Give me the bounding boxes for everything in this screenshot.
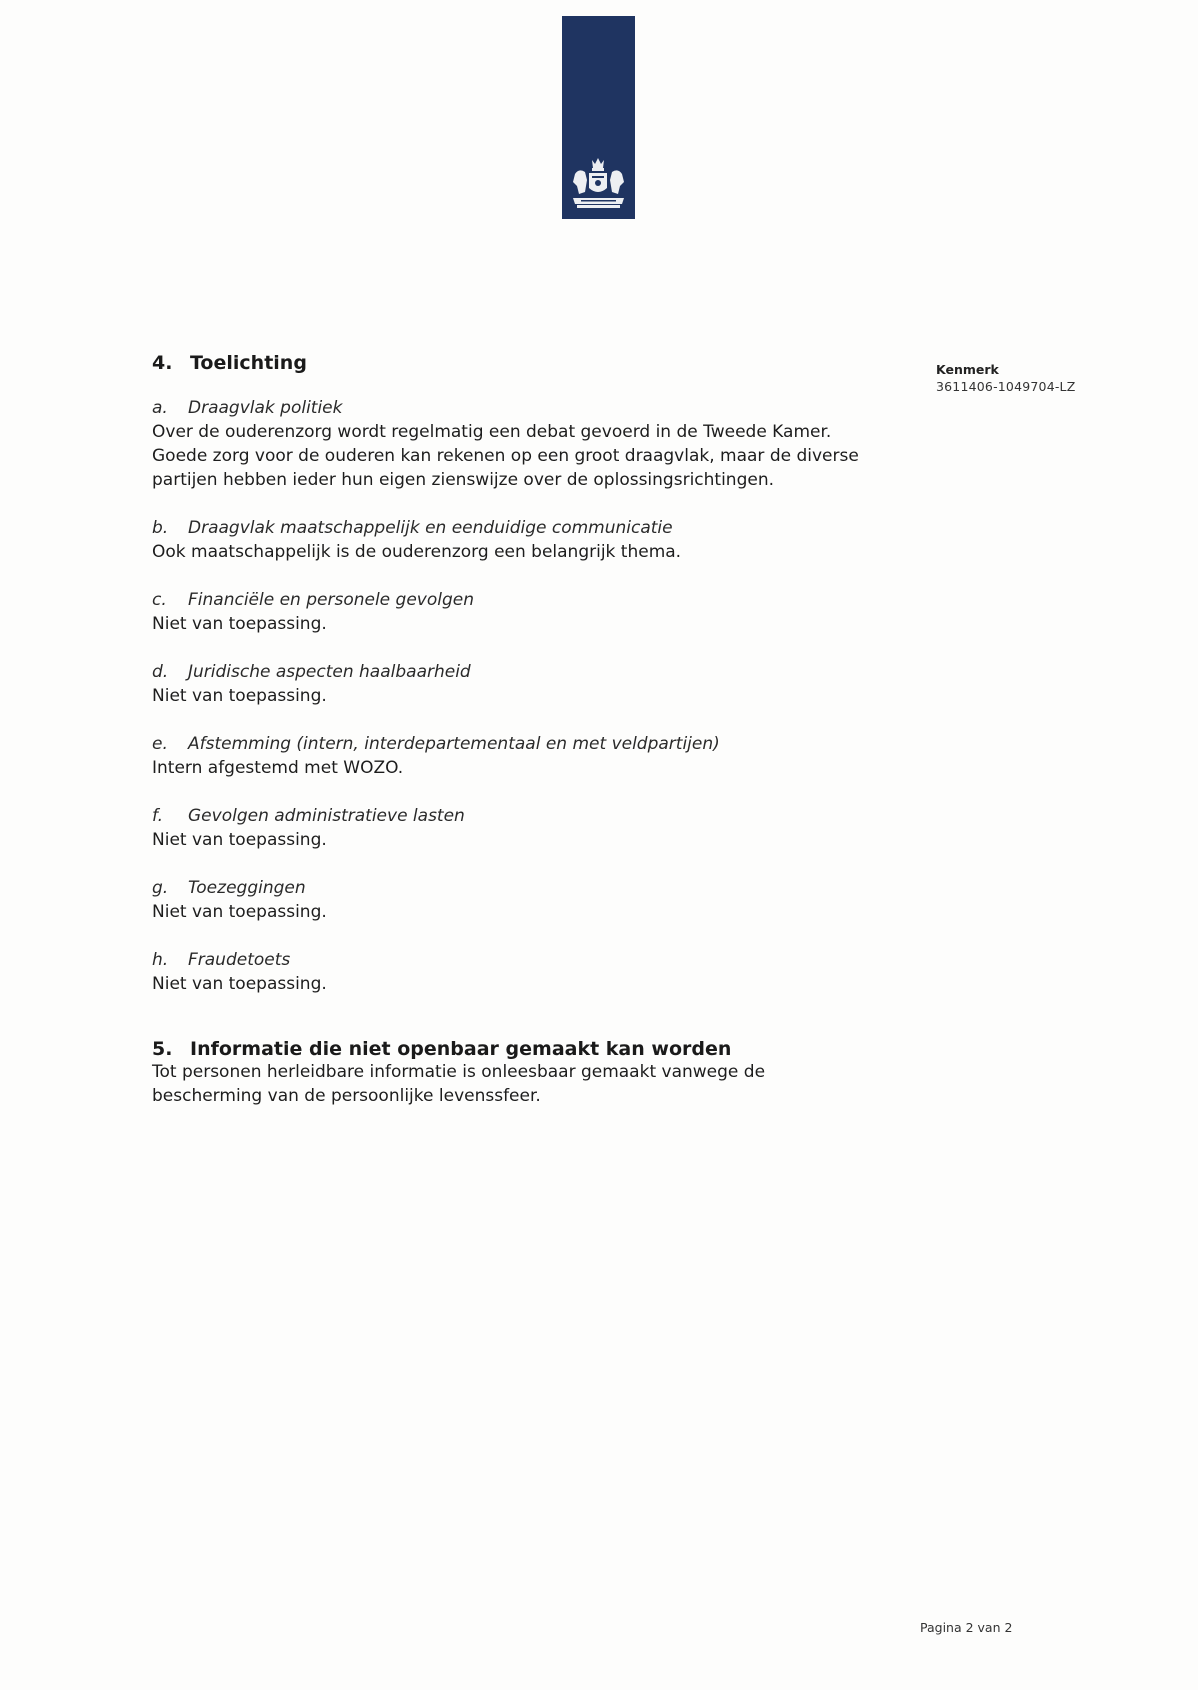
body-line: Ook maatschappelijk is de ouderenzorg een belangrijk thema. xyxy=(152,542,682,562)
body-line: bescherming van de persoonlijke levenssfeer. xyxy=(152,1086,541,1106)
subsection-heading: h. Fraudetoets xyxy=(152,950,291,970)
rijksoverheid-logo-bar xyxy=(562,16,635,219)
section-5-heading xyxy=(152,1038,932,1060)
subsection-d xyxy=(152,660,932,708)
kenmerk-label: Kenmerk xyxy=(936,362,999,377)
subsection-heading: e. Afstemming (intern, interdepartementaal en met veldpartijen) xyxy=(152,734,720,754)
body-line: Tot personen herleidbare informatie is onleesbaar gemaakt vanwege de xyxy=(152,1062,766,1082)
subsection-g xyxy=(152,876,932,924)
section-title: Toelichting xyxy=(190,352,307,374)
subsection-heading: g. Toezeggingen xyxy=(152,878,306,898)
subsection-heading: a. Draagvlak politiek xyxy=(152,398,343,418)
page-number: Pagina 2 van 2 xyxy=(920,1620,1013,1635)
section-number: 4. xyxy=(152,352,173,374)
royal-coat-of-arms-icon xyxy=(567,154,630,214)
section-4 xyxy=(152,352,932,996)
subsection-c xyxy=(152,588,932,636)
section-5 xyxy=(152,1038,932,1108)
subsection-e xyxy=(152,732,932,780)
body-line: Niet van toepassing. xyxy=(152,830,327,850)
body-line: Niet van toepassing. xyxy=(152,614,327,634)
subsection-a xyxy=(152,396,932,492)
subsection-h xyxy=(152,948,932,996)
body-line: Niet van toepassing. xyxy=(152,902,327,922)
body-line: Intern afgestemd met WOZO. xyxy=(152,758,404,778)
body-line: Over de ouderenzorg wordt regelmatig een debat gevoerd in de Tweede Kamer. xyxy=(152,422,832,442)
section-number: 5. xyxy=(152,1038,173,1060)
subsection-heading: f. Gevolgen administratieve lasten xyxy=(152,806,465,826)
subsection-b xyxy=(152,516,932,564)
subsection-heading: c. Financiële en personele gevolgen xyxy=(152,590,474,610)
kenmerk-value: 3611406-1049704-LZ xyxy=(936,379,1076,394)
subsection-heading: d. Juridische aspecten haalbaarheid xyxy=(152,662,471,682)
section-title: Informatie die niet openbaar gemaakt kan worden xyxy=(190,1038,732,1060)
body-line: Niet van toepassing. xyxy=(152,686,327,706)
body-line: partijen hebben ieder hun eigen zienswijze over de oplossingsrichtingen. xyxy=(152,470,775,490)
subsection-f xyxy=(152,804,932,852)
body-line: Niet van toepassing. xyxy=(152,974,327,994)
body-line: Goede zorg voor de ouderen kan rekenen op een groot draagvlak, maar de diverse xyxy=(152,446,859,466)
section-4-heading xyxy=(152,352,932,374)
subsection-heading: b. Draagvlak maatschappelijk en eenduidige communicatie xyxy=(152,518,673,538)
